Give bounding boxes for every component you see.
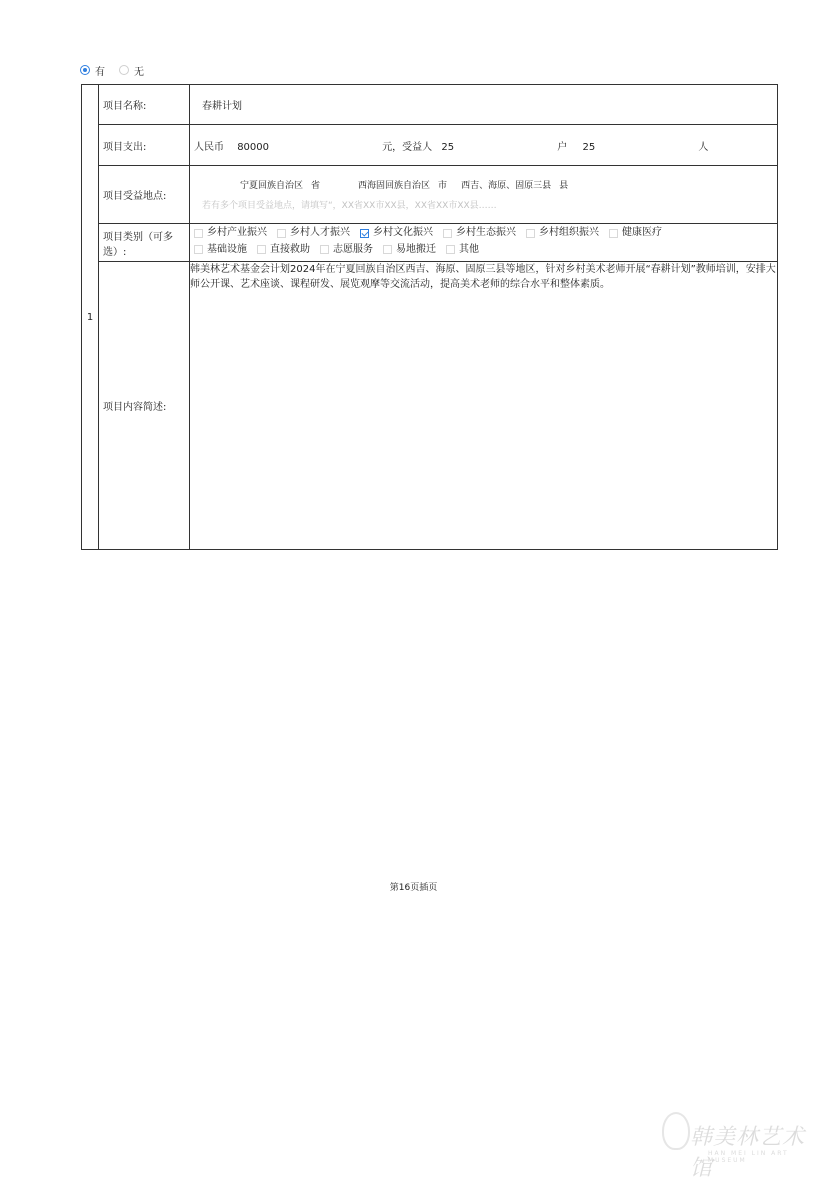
category-option[interactable] <box>194 243 247 257</box>
project-description-field[interactable]: 韩美林艺术基金会计划2024年在宁夏回族自治区西吉、海原、固原三县等地区，针对乡村美术老师开展“春耕计划”教师培训，安排大师公开课、艺术座谈、课程研发、展览观摩等交流活动，提高美术老师的综合水平和整体素质。 <box>190 262 778 550</box>
category-option[interactable] <box>320 243 373 257</box>
radio-yes[interactable] <box>80 65 90 75</box>
project-location-field[interactable] <box>190 166 778 224</box>
county-suffix: 县 <box>559 181 569 191</box>
project-name-field[interactable] <box>190 85 778 125</box>
category-option-label: 乡村生态振兴 <box>456 227 516 238</box>
category-option-label: 乡村文化振兴 <box>373 227 433 238</box>
category-option[interactable] <box>443 226 516 240</box>
category-option[interactable] <box>277 226 350 240</box>
category-option-label: 其他 <box>459 243 479 255</box>
location-line <box>194 175 777 195</box>
project-location-label: 项目受益地点: <box>99 166 190 224</box>
checkbox-icon[interactable] <box>526 229 535 238</box>
category-checkbox-list <box>194 224 777 261</box>
radio-no[interactable] <box>119 65 129 75</box>
project-category-label: 项目类别（可多选）: <box>99 224 190 262</box>
city-suffix: 市 <box>438 181 448 191</box>
households-value: 25 <box>441 141 455 153</box>
category-option[interactable] <box>609 226 662 240</box>
checkbox-icon[interactable] <box>194 229 203 238</box>
category-option[interactable] <box>446 243 479 257</box>
city-value: 西海固回族自治区 <box>358 181 431 191</box>
project-name-value: 春耕计划 <box>202 101 242 112</box>
checkbox-icon[interactable] <box>383 245 392 254</box>
persons-value: 25 <box>582 141 596 153</box>
museum-watermark-sub: HAN MEI LIN ART MUSEUM <box>708 1150 789 1164</box>
category-option[interactable] <box>526 226 599 240</box>
category-option-label: 易地搬迁 <box>396 243 436 255</box>
project-expense-label: 项目支出: <box>99 125 190 166</box>
project-form-table <box>81 84 778 550</box>
checkbox-icon[interactable] <box>257 245 266 254</box>
amount-value: 80000 <box>237 141 269 153</box>
category-option-label: 志愿服务 <box>333 243 373 255</box>
province-suffix: 省 <box>311 181 321 191</box>
museum-watermark: 韩美林艺术馆 <box>690 1125 806 1181</box>
currency-label: 人民币 <box>194 141 224 153</box>
radio-no-label: 无 <box>134 66 144 78</box>
category-option[interactable] <box>383 243 436 257</box>
museum-seal-icon <box>662 1112 690 1150</box>
category-option-label: 直接救助 <box>270 243 310 255</box>
has-project-radio-group <box>80 62 158 78</box>
unit-household-label: 户 <box>557 141 568 153</box>
page-number: 第16页插页 <box>389 883 438 893</box>
checkbox-icon[interactable] <box>443 229 452 238</box>
category-option-label: 健康医疗 <box>622 227 662 238</box>
row-index: 1 <box>82 85 99 550</box>
category-option-label: 基础设施 <box>207 243 247 255</box>
category-option-label: 乡村产业振兴 <box>207 227 267 238</box>
category-option-label: 乡村人才振兴 <box>290 227 350 238</box>
location-hint: 若有多个项目受益地点，请填写“，XX省XX市XX县，XX省XX市XX县…… <box>202 201 497 211</box>
radio-yes-label: 有 <box>95 66 105 78</box>
checkbox-icon[interactable] <box>446 245 455 254</box>
checkbox-checked-icon[interactable] <box>360 229 369 238</box>
category-option[interactable] <box>194 226 267 240</box>
project-expense-field[interactable] <box>190 125 778 166</box>
unit-person-label: 人 <box>698 141 709 153</box>
project-name-label: 项目名称: <box>99 85 190 125</box>
checkbox-icon[interactable] <box>277 229 286 238</box>
province-value: 宁夏回族自治区 <box>240 181 304 191</box>
project-category-field <box>190 224 778 262</box>
checkbox-icon[interactable] <box>320 245 329 254</box>
project-description-label: 项目内容简述: <box>99 262 190 550</box>
county-value: 西吉、海原、固原三县 <box>461 181 552 191</box>
checkbox-icon[interactable] <box>194 245 203 254</box>
category-option-label: 乡村组织振兴 <box>539 227 599 238</box>
unit-yuan-label: 元，受益人 <box>382 141 433 153</box>
checkbox-icon[interactable] <box>609 229 618 238</box>
category-option[interactable] <box>257 243 310 257</box>
category-option[interactable] <box>360 226 433 240</box>
